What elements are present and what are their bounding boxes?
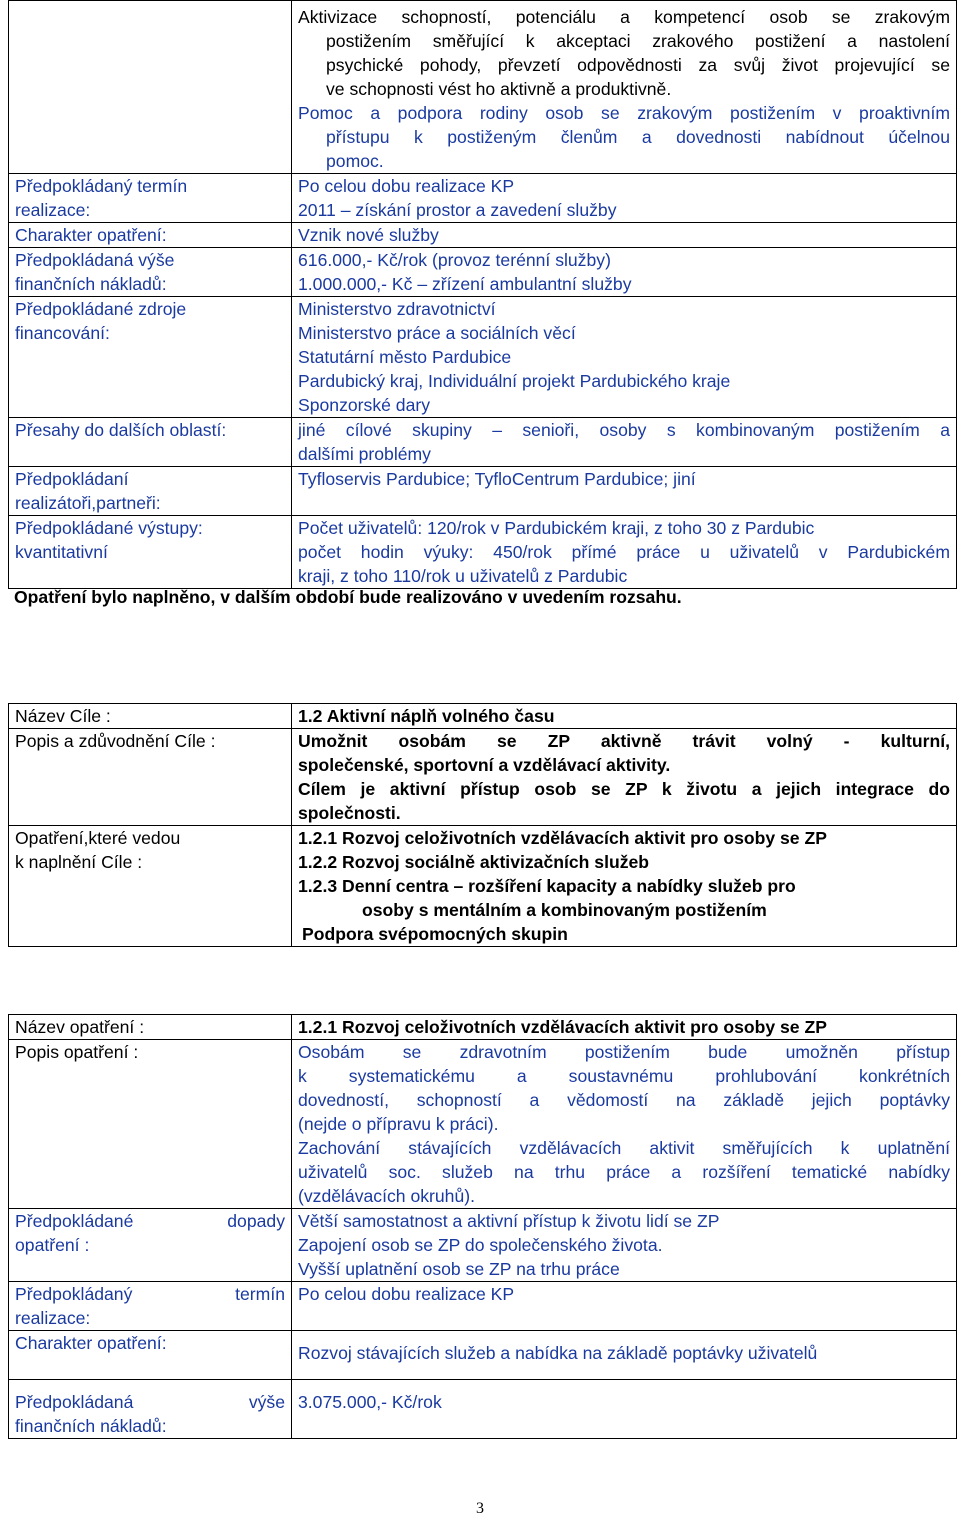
label-word: výše (248, 1392, 285, 1412)
label-line: Předpokládané zdroje (15, 299, 187, 319)
naklady-label (9, 1380, 292, 1439)
value-line: dovedností, schopností a vědomostí na základě jejich poptávky (298, 1090, 950, 1110)
vystupy-label (9, 516, 292, 589)
label-line: realizace: (15, 1308, 91, 1328)
termin-value (292, 174, 957, 223)
label-line: realizace: (15, 200, 91, 220)
termin-value: Po celou dobu realizace KP (292, 1282, 957, 1331)
naklady-value (292, 248, 957, 297)
label-word: Předpokládaný (15, 1284, 133, 1304)
table-row (9, 826, 957, 947)
goal-description-value (292, 729, 957, 826)
presahy-value (292, 418, 957, 467)
label-line: Předpokládaní (15, 469, 129, 489)
dopady-label (9, 1209, 292, 1282)
naklady-label (9, 248, 292, 297)
value-line: uživatelů soc. služeb na trhu práce a rozšíření tematické nabídky (298, 1162, 950, 1182)
table-cell-empty (9, 1, 292, 174)
table-row (9, 223, 957, 248)
goal-description-label: Popis a zdůvodnění Cíle : (9, 729, 292, 826)
value-line: 616.000,- Kč/rok (provoz terénní služby) (298, 250, 611, 270)
termin-label (9, 174, 292, 223)
value-line: Zapojení osob se ZP do společenského života. (298, 1235, 663, 1255)
value-line: Ministerstvo práce a sociálních věcí (298, 323, 576, 343)
value-line: Umožnit osobám se ZP aktivně trávit volný - kulturní, (298, 731, 950, 751)
pomoc-line: pomoc. (326, 151, 384, 171)
charakter-label: Charakter opatření: (9, 1331, 292, 1380)
pomoc-line: přístupu k postiženým členům a dovednosti nabídnout účelnou (326, 127, 950, 147)
label-line: realizátoři,partneři: (15, 493, 161, 513)
page-number: 3 (476, 1500, 484, 1517)
value-line: Sponzorské dary (298, 395, 431, 415)
label-line: Předpokládané výstupy: (15, 518, 203, 538)
dopady-value (292, 1209, 957, 1282)
table-row (9, 729, 957, 826)
zdroje-value (292, 297, 957, 418)
measure-table-1 (8, 0, 957, 589)
label-line: opatření : (15, 1235, 90, 1255)
table-row (9, 1015, 957, 1040)
value-line: Statutární město Pardubice (298, 347, 512, 367)
value-line: společenské, sportovní a vzdělávací aktivity. (298, 755, 671, 775)
goal-name-label: Název Cíle : (9, 704, 292, 729)
table-row (9, 248, 957, 297)
value-line: Osobám se zdravotním postižením bude umožněn přístup (298, 1042, 950, 1062)
value-line: Vyšší uplatnění osob se ZP na trhu práce (298, 1259, 620, 1279)
measure-status-note: Opatření bylo naplněno, v dalším období bude realizováno v uvedením rozsahu. (14, 587, 682, 607)
value-line: dalšími problémy (298, 444, 431, 464)
measure-description-value (292, 1040, 957, 1209)
value-line: Po celou dobu realizace KP (298, 176, 515, 196)
pomoc-line: Pomoc a podpora rodiny osob se zrakovým postižením v proaktivním (298, 103, 950, 123)
value-line: (vzdělávacích okruhů). (298, 1186, 475, 1206)
charakter-label: Charakter opatření: (9, 223, 292, 248)
value-line: počet hodin výuky: 450/rok přímé práce u uživatelů v Pardubickém (298, 542, 950, 562)
intro-line: psychické pohody, převzetí odpovědnosti za svůj život projevující se (326, 55, 950, 75)
table-row (9, 1040, 957, 1209)
vystupy-value (292, 516, 957, 589)
label-line (15, 1282, 285, 1306)
realizatori-label (9, 467, 292, 516)
measure-name-label: Název opatření : (9, 1015, 292, 1040)
table-row (9, 174, 957, 223)
label-line: Předpokládaný termín (15, 176, 188, 196)
table-row (9, 1331, 957, 1380)
label-line: finančních nákladů: (15, 1416, 167, 1436)
label-word: dopady (227, 1211, 285, 1231)
value-line: 1.2.3 Denní centra – rozšíření kapacity a nabídky služeb pro (298, 876, 796, 896)
table-row (9, 704, 957, 729)
intro-line: Aktivizace schopností, potenciálu a kompetencí osob se zrakovým (298, 7, 950, 27)
table-row (9, 418, 957, 467)
label-line: Opatření,které vedou (15, 828, 181, 848)
presahy-label: Přesahy do dalších oblastí: (9, 418, 292, 467)
termin-label (9, 1282, 292, 1331)
table-row (9, 297, 957, 418)
value-line: kraji, z toho 110/rok u uživatelů z Pardubic (298, 566, 628, 586)
intro-line: ve schopnosti vést ho aktivně a produktivně. (326, 79, 672, 99)
label-line: finančních nákladů: (15, 274, 167, 294)
value-line: Větší samostatnost a aktivní přístup k životu lidí se ZP (298, 1211, 720, 1231)
intro-line: postižením směřující k akceptaci zrakového postižení a nastolení (326, 31, 950, 51)
label-word: termín (235, 1284, 285, 1304)
zdroje-label (9, 297, 292, 418)
label-line (15, 1390, 285, 1414)
value-line: společnosti. (298, 803, 401, 823)
label-line: financování: (15, 323, 110, 343)
measure-table-2 (8, 1014, 957, 1439)
value-line: Podpora svépomocných skupin (302, 924, 568, 944)
value-line: k systematickému a soustavnému prohlubování konkrétních (298, 1066, 950, 1086)
naklady-value: 3.075.000,- Kč/rok (292, 1380, 957, 1439)
table-row (9, 1209, 957, 1282)
label-line: kvantitativní (15, 542, 108, 562)
table-row (9, 1380, 957, 1439)
description-cell (292, 1, 957, 174)
table-row (9, 516, 957, 589)
value-line: osoby s mentálním a kombinovaným postižením (362, 900, 767, 920)
goal-measures-label (9, 826, 292, 947)
table-row (9, 467, 957, 516)
value-line: 1.000.000,- Kč – zřízení ambulantní služby (298, 274, 632, 294)
value-line: Pardubický kraj, Individuální projekt Pardubického kraje (298, 371, 731, 391)
measure-description-label: Popis opatření : (9, 1040, 292, 1209)
realizatori-value: Tyfloservis Pardubice; TyfloCentrum Pardubice; jiní (292, 467, 957, 516)
value-line: Zachování stávajících vzdělávacích aktivit směřujících k uplatnění (298, 1138, 950, 1158)
measure-name-value: 1.2.1 Rozvoj celoživotních vzdělávacích aktivit pro osoby se ZP (292, 1015, 957, 1040)
value-line: Počet uživatelů: 120/rok v Pardubickém kraji, z toho 30 z Pardubic (298, 518, 815, 538)
goal-table (8, 703, 957, 947)
charakter-value: Vznik nové služby (292, 223, 957, 248)
value-line: (nejde o přípravu k práci). (298, 1114, 499, 1134)
goal-measures-value (292, 826, 957, 947)
value-line: 1.2.2 Rozvoj sociálně aktivizačních služeb (298, 852, 650, 872)
table-row (9, 1, 957, 174)
value-line: 2011 – získání prostor a zavedení služby (298, 200, 617, 220)
label-word: Předpokládaná (15, 1392, 134, 1412)
label-word: Předpokládané (15, 1211, 134, 1231)
value-line: Ministerstvo zdravotnictví (298, 299, 496, 319)
goal-name-value: 1.2 Aktivní náplň volného času (292, 704, 957, 729)
value-line: Cílem je aktivní přístup osob se ZP k životu a jejich integrace do (298, 779, 950, 799)
table-row (9, 1282, 957, 1331)
value-line: 1.2.1 Rozvoj celoživotních vzdělávacích aktivit pro osoby se ZP (298, 828, 827, 848)
label-line: Předpokládaná výše (15, 250, 175, 270)
charakter-value: Rozvoj stávajících služeb a nabídka na základě poptávky uživatelů (292, 1331, 957, 1380)
label-line (15, 1209, 285, 1233)
label-line: k naplnění Cíle : (15, 852, 143, 872)
value-line: jiné cílové skupiny – senioři, osoby s kombinovaným postižením a (298, 420, 950, 440)
